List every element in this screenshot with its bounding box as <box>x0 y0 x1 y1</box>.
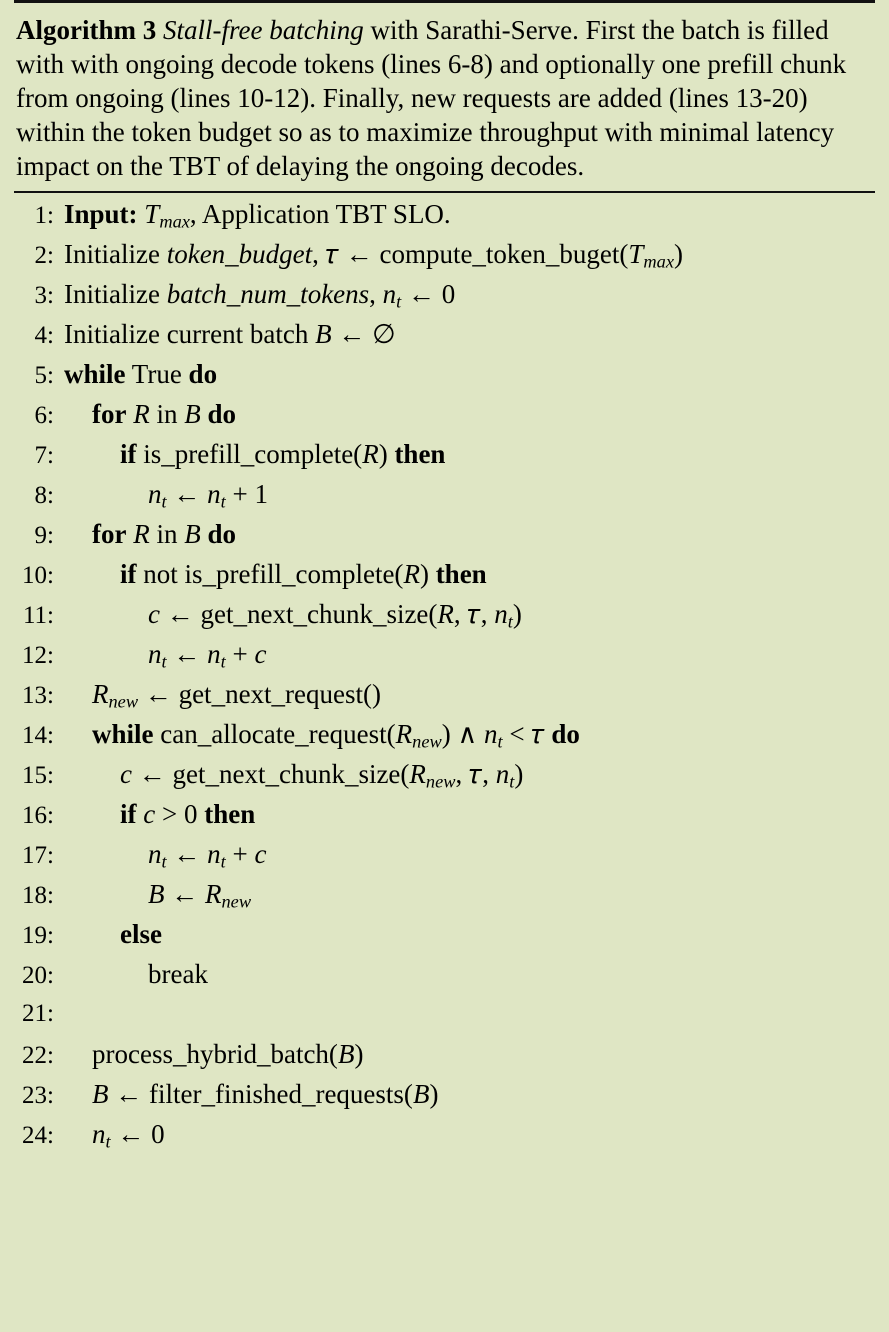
line-code: process_hybrid_batch(B) <box>92 1039 364 1070</box>
line-number: 15: <box>22 762 54 790</box>
line-code: Input: $T_{max}$, Application TBT SLO. <box>64 199 451 232</box>
algorithm-line <box>10 841 873 881</box>
line-code: else <box>120 919 162 950</box>
algorithm-line <box>10 321 873 361</box>
algorithm-line <box>10 921 873 961</box>
line-number: 1: <box>34 202 54 230</box>
line-number: 22: <box>22 1042 54 1070</box>
line-code: Initialize batch_num_tokens, $n_t$ ← 0 <box>64 279 456 312</box>
line-number: 13: <box>22 682 54 710</box>
line-number: 6: <box>34 402 54 430</box>
line-number: 10: <box>22 562 54 590</box>
algorithm-line <box>10 881 873 921</box>
line-code: B ← $R_{new}$ <box>148 879 252 912</box>
line-code: $R_{new}$ ← get_next_request() <box>92 679 381 712</box>
algorithm-line <box>10 481 873 521</box>
line-code: Initialize token_budget, 𝜏 ← $compute\_token\_buget(T_{max})$ <box>64 239 684 272</box>
algorithm-title-italic: Stall-free batching <box>162 15 364 45</box>
algorithm-line <box>10 801 873 841</box>
line-number: 18: <box>22 882 54 910</box>
algorithm-caption <box>0 3 889 191</box>
line-number: 24: <box>22 1122 54 1150</box>
line-code: if c > 0 then <box>120 799 256 830</box>
line-number: 17: <box>22 842 54 870</box>
algorithm-line <box>10 281 873 321</box>
line-number: 9: <box>34 522 54 550</box>
algorithm-line <box>10 1041 873 1081</box>
algorithm-line <box>10 241 873 281</box>
algorithm-line <box>10 721 873 761</box>
algorithm-line <box>10 521 873 561</box>
algorithm-line <box>10 201 873 241</box>
line-code: if not is_prefill_complete(R) then <box>120 559 487 590</box>
algorithm-line <box>10 641 873 681</box>
algorithm-lines <box>0 193 889 1171</box>
line-code: c ← $get\_next\_chunk\_size(R_{new}$, 𝜏, $n_t$) <box>120 759 524 792</box>
algorithm-line <box>10 961 873 1001</box>
algorithm-line <box>10 401 873 441</box>
algorithm-line <box>10 1001 873 1041</box>
algorithm-line <box>10 761 873 801</box>
line-code: if is_prefill_complete(R) then <box>120 439 446 470</box>
algorithm-number: Algorithm 3 <box>16 15 157 45</box>
line-number: 12: <box>22 642 54 670</box>
line-code: $n_t$ ← $n_t + c$ <box>148 639 267 672</box>
algorithm-line <box>10 601 873 641</box>
line-number: 5: <box>34 362 54 390</box>
line-code: break <box>148 959 208 990</box>
algorithm-line <box>10 361 873 401</box>
line-code: $n_t$ ← $n_t + 1$ <box>148 479 268 512</box>
line-code: Initialize current batch B ← ∅ <box>64 319 396 350</box>
algorithm-title-rest: with Sarathi-Serve. <box>370 15 579 45</box>
line-code: for R in B do <box>92 399 237 430</box>
line-number: 2: <box>34 242 54 270</box>
line-number: 8: <box>34 482 54 510</box>
line-code: while True do <box>64 359 218 390</box>
line-number: 23: <box>22 1082 54 1110</box>
line-code: while $can\_allocate\_request(R_{new})$ ∧ $n_t$ < 𝜏 do <box>92 719 580 752</box>
line-number: 7: <box>34 442 54 470</box>
algorithm-line <box>10 561 873 601</box>
line-code: for R in B do <box>92 519 237 550</box>
algorithm-line <box>10 1081 873 1121</box>
line-code: B ← filter_finished_requests(B) <box>92 1079 439 1110</box>
algorithm-line <box>10 1121 873 1161</box>
line-number: 3: <box>34 282 54 310</box>
line-number: 16: <box>22 802 54 830</box>
line-code: c ← get_next_chunk_size(R, 𝜏, $n_t$) <box>148 599 522 632</box>
algorithm-line <box>10 441 873 481</box>
line-number: 14: <box>22 722 54 750</box>
line-number: 11: <box>22 602 54 630</box>
line-number: 19: <box>22 922 54 950</box>
line-code: $n_t$ ← 0 <box>92 1119 165 1152</box>
line-code: $n_t$ ← $n_t + c$ <box>148 839 267 872</box>
line-number: 21: <box>22 1000 54 1028</box>
algorithm-caption-text: First the batch is filled with with ongoing decode tokens (lines 6-8) and optionally one prefill chunk from ongoing (lines 10-12). Finally, new requests are added (lines 13-20) within the token budget so as to maximize throughput with minimal latency impact on the TBT of delaying the ongoing decodes. <box>16 15 847 182</box>
algorithm-line <box>10 681 873 721</box>
line-number: 4: <box>34 322 54 350</box>
line-number: 20: <box>22 962 54 990</box>
